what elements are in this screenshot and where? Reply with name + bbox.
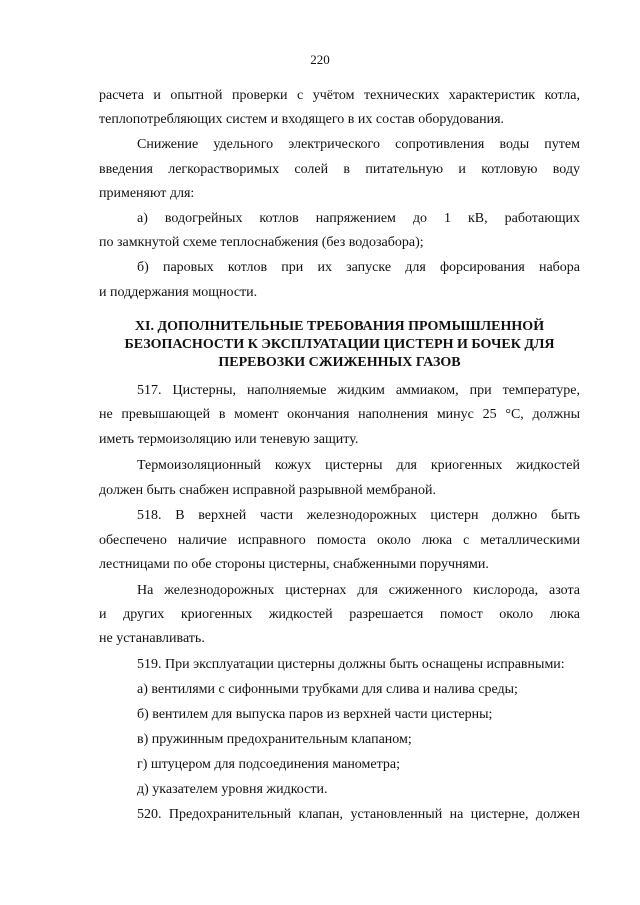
text-line: лестницами по обе стороны цистерны, снабженными поручнями. xyxy=(99,557,489,572)
text-line: введения легкорастворимых солей в питательную и котловую воду xyxy=(99,162,580,177)
text-line: а) водогрейных котлов напряжением до 1 кВ, работающих xyxy=(137,211,580,226)
text-line: применяют для: xyxy=(99,186,195,201)
text-line: и поддержания мощности. xyxy=(99,285,258,300)
text-line: не превышающей в момент окончания наполнения минус 25 °С, должны xyxy=(99,407,580,422)
text-line: по замкнутой схеме теплоснабжения (без водозабора); xyxy=(99,235,424,250)
text-line: иметь термоизоляцию или теневую защиту. xyxy=(99,432,359,447)
text-line: г) штуцером для подсоединения манометра; xyxy=(137,757,401,772)
text-line: 518. В верхней части железнодорожных цистерн должно быть xyxy=(137,508,580,523)
text-line: Снижение удельного электрического сопротивления воды путем xyxy=(137,137,580,152)
text-line: а) вентилями с сифонными трубками для слива и налива среды; xyxy=(137,682,518,697)
text-line: 519. При эксплуатации цистерны должны быть оснащены исправными: xyxy=(137,657,565,672)
text-line: в) пружинным предохранительным клапаном; xyxy=(137,732,412,747)
text-line: 517. Цистерны, наполняемые жидким аммиаком, при температуре, xyxy=(137,383,580,398)
text-line: и других криогенных жидкостей разрешается помост около люка xyxy=(99,607,580,622)
text-line: Термоизоляционный кожух цистерны для криогенных жидкостей xyxy=(137,458,580,473)
text-line: расчета и опытной проверки с учётом технических характеристик котла, xyxy=(99,88,580,103)
text-line: б) паровых котлов при их запуске для форсирования набора xyxy=(137,260,580,275)
text-line: теплопотребляющих систем и входящего в их состав оборудования. xyxy=(99,112,505,127)
section-heading-line: XI. ДОПОЛНИТЕЛЬНЫЕ ТРЕБОВАНИЯ ПРОМЫШЛЕННОЙ xyxy=(134,319,545,334)
text-line: б) вентилем для выпуска паров из верхней части цистерны; xyxy=(137,707,493,722)
page-number: 220 xyxy=(310,52,330,67)
section-heading-line: ПЕРЕВОЗКИ СЖИЖЕННЫХ ГАЗОВ xyxy=(218,355,461,370)
text-line: На железнодорожных цистернах для сжиженного кислорода, азота xyxy=(137,583,580,598)
text-line: обеспечено наличие исправного помоста около люка с металлическими xyxy=(99,533,580,548)
text-line: не устанавливать. xyxy=(99,631,205,646)
section-heading-line: БЕЗОПАСНОСТИ К ЭКСПЛУАТАЦИИ ЦИСТЕРН И БОЧЕК ДЛЯ xyxy=(124,337,555,352)
text-line: должен быть снабжен исправной разрывной мембраной. xyxy=(99,483,437,498)
text-line: 520. Предохранительный клапан, установленный на цистерне, должен xyxy=(137,807,580,822)
text-line: д) указателем уровня жидкости. xyxy=(137,782,328,797)
